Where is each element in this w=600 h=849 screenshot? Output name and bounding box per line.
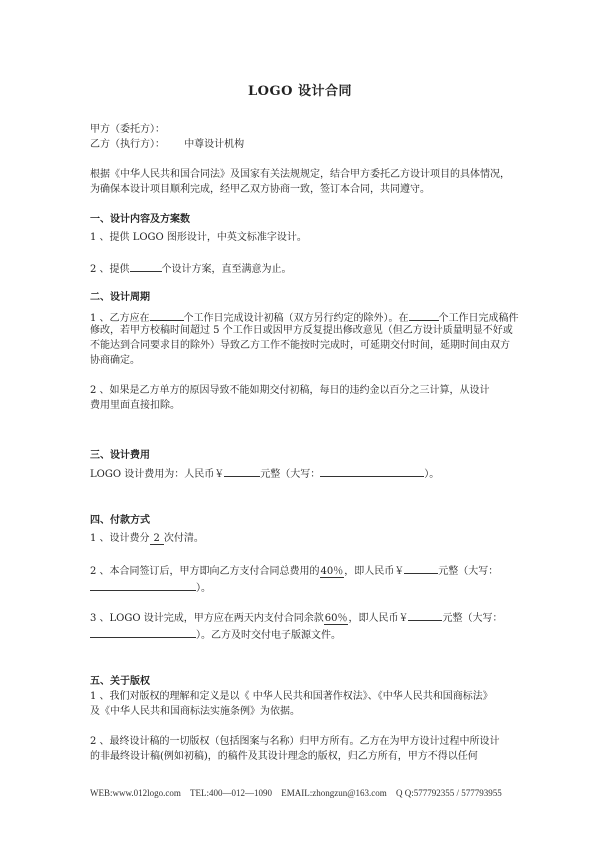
contact-footer [90, 787, 509, 799]
blank-field [150, 309, 184, 321]
i3-middle: ，即人民币￥ [348, 613, 409, 624]
section-1-item-1: 1 、提供 LOGO 图形设计，中英文标准字设计。 [90, 232, 307, 243]
section-2-p2-line-1: 2 、如果是乙方单方的原因导致不能如期交付初稿，每日的违约金以百分之三计算，从设计 [90, 385, 490, 396]
i2-prefix: 2 、本合同签订后，甲方即向乙方支付合同总费用的 [90, 566, 320, 577]
footer-tel: TEL:400—012—1090 [190, 788, 272, 798]
section-2-p1-line-3: 不能达到合同要求目的除外）导致乙方工作不能按时完成时，可延期交付时间，延期时间由双方 [90, 340, 510, 351]
section-1-heading: 一、设计内容及方案数 [90, 214, 190, 225]
i2-end: ）。 [196, 583, 211, 594]
blank-field [320, 465, 424, 477]
p1-b: 个工作日完成设计初稿（双方另行约定的除外）。在 [183, 313, 409, 324]
payment-item-2-line-2 [90, 579, 211, 596]
i3-prefix: 3 、LOGO 设计完成，甲方应在两天内支付合同余款 [90, 613, 324, 624]
item2-prefix: 2 、提供 [90, 264, 130, 275]
party-b-value: 中尊设计机构 [184, 139, 245, 150]
section-2-heading: 二、设计周期 [90, 292, 150, 303]
section-2-p1-line-2: 修改，若甲方校稿时间超过 5 个工作日或因甲方反复提出修改意见（但乙方设计质量明显不好或 [90, 325, 513, 336]
section-5-heading: 五、关于版权 [90, 676, 150, 687]
section-2-p1-line-4: 协商确定。 [90, 355, 140, 366]
item2-suffix: 个设计方案，直至满意为止。 [161, 264, 292, 275]
installments-value: 2 [150, 533, 164, 545]
copyright-p2-line-2: 的非最终设计稿(例如初稿)，的稿件及其设计理念的版权，归乙方所有，甲方不得以任何 [90, 751, 478, 762]
blank-field [90, 626, 196, 638]
document-title: LOGO 设计合同 [248, 84, 352, 99]
party-a-line: 甲方（委托方）： [90, 124, 165, 135]
fee-middle: 元整（大写： [260, 469, 321, 480]
payment-item-3-line-1 [90, 609, 502, 626]
p1-a: 1 、乙方应在 [90, 313, 150, 324]
copyright-p1-line-1: 1 、我们对版权的理解和定义是以《 中华人民共和国著作权法》、《中华人民共和国商标法》 [90, 691, 493, 702]
section-2-p2-line-2: 费用里面直接扣除。 [90, 400, 180, 411]
p1-c: 个工作日完成稿件 [438, 313, 519, 324]
party-b-label: 乙方（执行方）： [90, 139, 165, 150]
copyright-p2-line-1: 2 、最终设计稿的一切版权（包括图案与名称）归甲方所有。乙方在为甲方设计过程中所设计 [90, 736, 500, 747]
blank-field [130, 260, 162, 272]
blank-field [90, 579, 196, 591]
i1-prefix: 1 、设计费分 [90, 533, 150, 544]
first-payment-percent: 40％ [320, 566, 344, 577]
fee-suffix: ）。 [424, 469, 440, 480]
blank-field [409, 309, 439, 321]
section-3-heading: 三、设计费用 [90, 450, 150, 461]
blank-field [404, 562, 438, 574]
intro-line-1: 根据《中华人民共和国合同法》及国家有关法规规定，结合甲方委托乙方设计项目的具体情况， [90, 169, 510, 180]
i2-suffix: 元整（大写： [438, 566, 499, 577]
blank-field [408, 609, 442, 621]
final-payment-percent: 60％ [324, 613, 348, 624]
payment-item-2-line-1 [90, 562, 498, 579]
blank-field [224, 465, 260, 477]
payment-item-1 [90, 532, 204, 546]
section-1-item-2 [90, 260, 292, 277]
i2-middle: ，即人民币￥ [344, 566, 405, 577]
copyright-p1-line-2: 及《中华人民共和国商标法实施条例》为依据。 [90, 706, 300, 717]
intro-line-2: 为确保本设计项目顺利完成，经甲乙双方协商一致，签订本合同，共同遵守。 [90, 184, 430, 195]
section-4-heading: 四、付款方式 [90, 515, 150, 526]
design-fee-line [90, 465, 439, 482]
i1-suffix: 次付清。 [163, 533, 204, 544]
footer-qq: Q Q:577792355 / 577793955 [396, 788, 502, 798]
fee-prefix: LOGO 设计费用为：人民币￥ [90, 469, 225, 480]
i3-end: ）。乙方及时交付电子版源文件。 [196, 630, 341, 641]
i3-suffix: 元整（大写： [442, 613, 503, 624]
payment-item-3-line-2 [90, 626, 341, 643]
footer-web: WEB:www.012logo.com [90, 788, 181, 798]
party-b-line [90, 138, 244, 152]
footer-email: EMAIL:zhongzun@163.com [281, 788, 387, 798]
